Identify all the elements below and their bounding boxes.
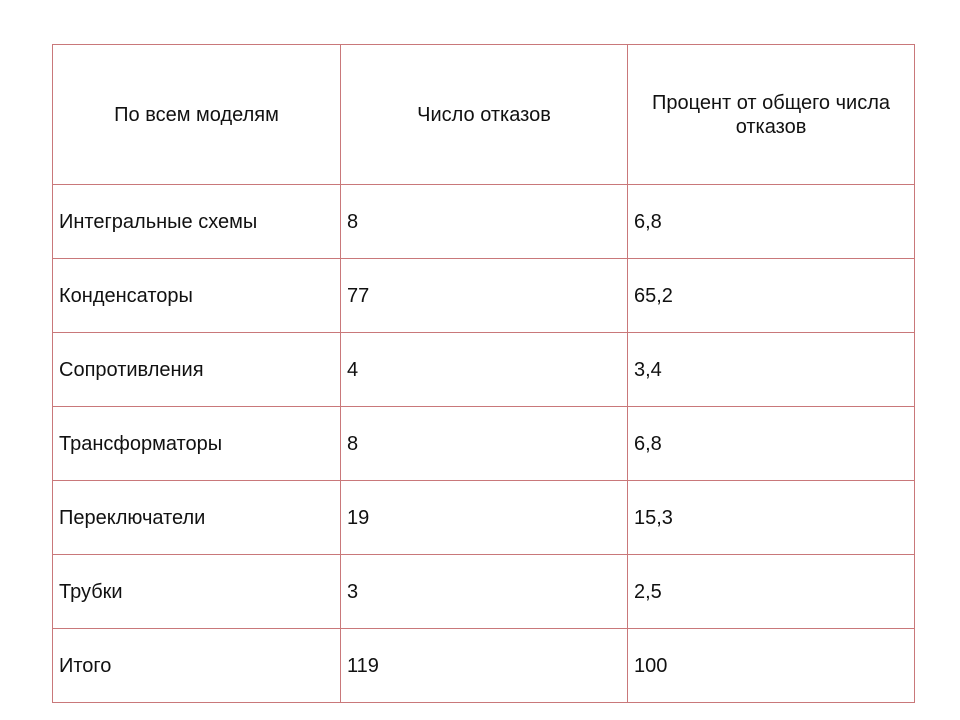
cell-failure-percent: 6,8 bbox=[628, 185, 915, 259]
table-row-total bbox=[53, 629, 915, 703]
cell-failure-count: 77 bbox=[341, 259, 628, 333]
table-row bbox=[53, 185, 915, 259]
cell-component: Трубки bbox=[53, 555, 341, 629]
cell-component: Трансформаторы bbox=[53, 407, 341, 481]
header-cell-models bbox=[53, 45, 341, 185]
cell-failure-percent: 100 bbox=[628, 629, 915, 703]
cell-component: Переключатели bbox=[53, 481, 341, 555]
cell-failure-percent: 3,4 bbox=[628, 333, 915, 407]
header-cell-failure-percent bbox=[628, 45, 915, 185]
cell-failure-count: 8 bbox=[341, 185, 628, 259]
header-cell-failure-count bbox=[341, 45, 628, 185]
cell-component: Сопротивления bbox=[53, 333, 341, 407]
cell-failure-count: 19 bbox=[341, 481, 628, 555]
failure-statistics-table bbox=[52, 44, 915, 703]
table-header-row bbox=[53, 45, 915, 185]
header-label: Число отказов bbox=[417, 103, 551, 126]
header-label: По всем моделям bbox=[114, 103, 279, 126]
header-label: Процент от общего числа отказов bbox=[652, 91, 890, 138]
table-row bbox=[53, 481, 915, 555]
cell-failure-percent: 65,2 bbox=[628, 259, 915, 333]
cell-component: Итого bbox=[53, 629, 341, 703]
table-row bbox=[53, 333, 915, 407]
cell-failure-count: 4 bbox=[341, 333, 628, 407]
cell-component: Конденсаторы bbox=[53, 259, 341, 333]
cell-failure-count: 3 bbox=[341, 555, 628, 629]
table-row bbox=[53, 555, 915, 629]
cell-failure-count: 119 bbox=[341, 629, 628, 703]
cell-component: Интегральные схемы bbox=[53, 185, 341, 259]
cell-failure-percent: 15,3 bbox=[628, 481, 915, 555]
cell-failure-count: 8 bbox=[341, 407, 628, 481]
cell-failure-percent: 2,5 bbox=[628, 555, 915, 629]
cell-failure-percent: 6,8 bbox=[628, 407, 915, 481]
table-row bbox=[53, 407, 915, 481]
table-row bbox=[53, 259, 915, 333]
